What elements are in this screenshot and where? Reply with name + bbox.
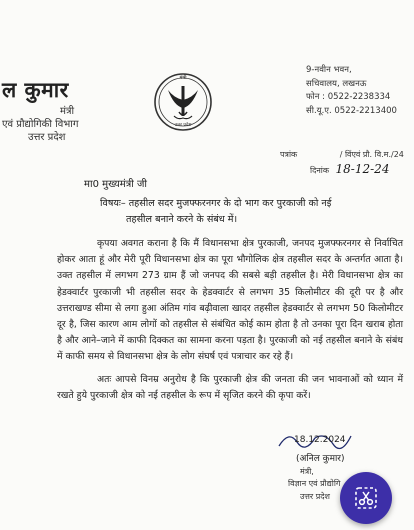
address-line: सचिवालय, लखनऊ	[306, 78, 367, 89]
reference-line	[280, 149, 404, 160]
letterhead-department: एवं प्रौद्योगिकी विभाग	[2, 119, 79, 130]
subject-block	[100, 196, 400, 228]
reference-label: पत्रांक	[280, 150, 298, 159]
address-line: सी.यू.ए. 0522-2213400	[306, 105, 397, 116]
letterhead-role: मंत्री	[60, 106, 75, 117]
salutation: मा0 मुख्यमंत्री जी	[84, 179, 148, 190]
signature-department: विज्ञान एवं प्रौद्योगि	[288, 479, 341, 488]
body-paragraph: कृपया अवगत कराना है कि मैं विधानसभा क्षेत्र पुरकाजी, जनपद मुजफ्फरनगर से निर्वाचित होकर आता हूं और मेरी पूरी विधानसभा क्षेत्र का पूरा भौगोलिक क्षेत्र तहसील सदर के अन्तर्गत आता है। उक्त तहसील में लगभग 273 ग्राम हैं जो जनपद की सबसे बड़ी तहसील है। मेरी विधानसभा क्षेत्र का हेडक्वार्टर पुरकाजी भी तहसील सदर के हेडक्वार्टर से लगभग 35 किलोमीटर की दूरी पर है और उत्तराखण्ड सीमा से लगा हुआ अंतिम गांव बढ़ीवाला खादर तहसील हेडक्वार्टर से लगभग 50 किलोमीटर दूर है, जिस कारण आम लोगों को तहसील से संबंधित कोई काम होता है तो उनका पूरा दिन खराब होता है और आने–जाने में काफी दिक्कत का सामना करना पड़ता है। पुरकाजी को नई तहसील बनाने के संबंध में काफी समय से विधानसभा क्षेत्र के लोग संघर्ष एवं पत्राचार कर रहे हैं।	[57, 238, 403, 363]
scissors-fab-button[interactable]	[340, 472, 392, 524]
address-block	[306, 64, 397, 118]
signature-name: (अनिल कुमार)	[296, 454, 345, 464]
address-line: 9-नवीन भवन,	[306, 65, 352, 75]
address-line: फोन : 0522-2238334	[306, 92, 391, 102]
letterhead-state: उत्तर प्रदेश	[28, 132, 66, 143]
emblem-icon	[152, 64, 214, 148]
date-line	[310, 162, 389, 176]
date-label: दिनांक	[310, 166, 329, 175]
handwritten-date: 18-12-24	[335, 162, 390, 176]
signature-state: उत्तर प्रदेश	[300, 492, 330, 501]
signature-role: मंत्री,	[300, 467, 314, 476]
emblem-top-text: मंत्री	[179, 75, 187, 81]
subject-line-2: तहसील बनाने करने के संबंध में।	[126, 214, 238, 225]
body-paragraph: अतः आपसे विनम्र अनुरोध है कि पुरकाजी क्षेत्र की जनता की जन भावनाओं को ध्यान में रखते हुये पुरकाजी क्षेत्र को नई तहसील के रूप में सृजित करने की कृपा करें।	[57, 373, 403, 401]
subject-line-1: विषयः– तहसील सदर मुजफ्फरनगर के दो भाग कर पुरकाजी को नई	[100, 198, 332, 209]
letter-body	[57, 236, 403, 410]
emblem-bottom-text: उत्तर प्रदेश	[174, 123, 192, 128]
letterhead-name: ल कुमार	[2, 78, 69, 102]
signature-date: 18.12.2024	[294, 435, 346, 445]
scissors-icon	[353, 485, 379, 511]
reference-number: / विंएवं प्रौ. वि.म./24	[339, 150, 404, 159]
